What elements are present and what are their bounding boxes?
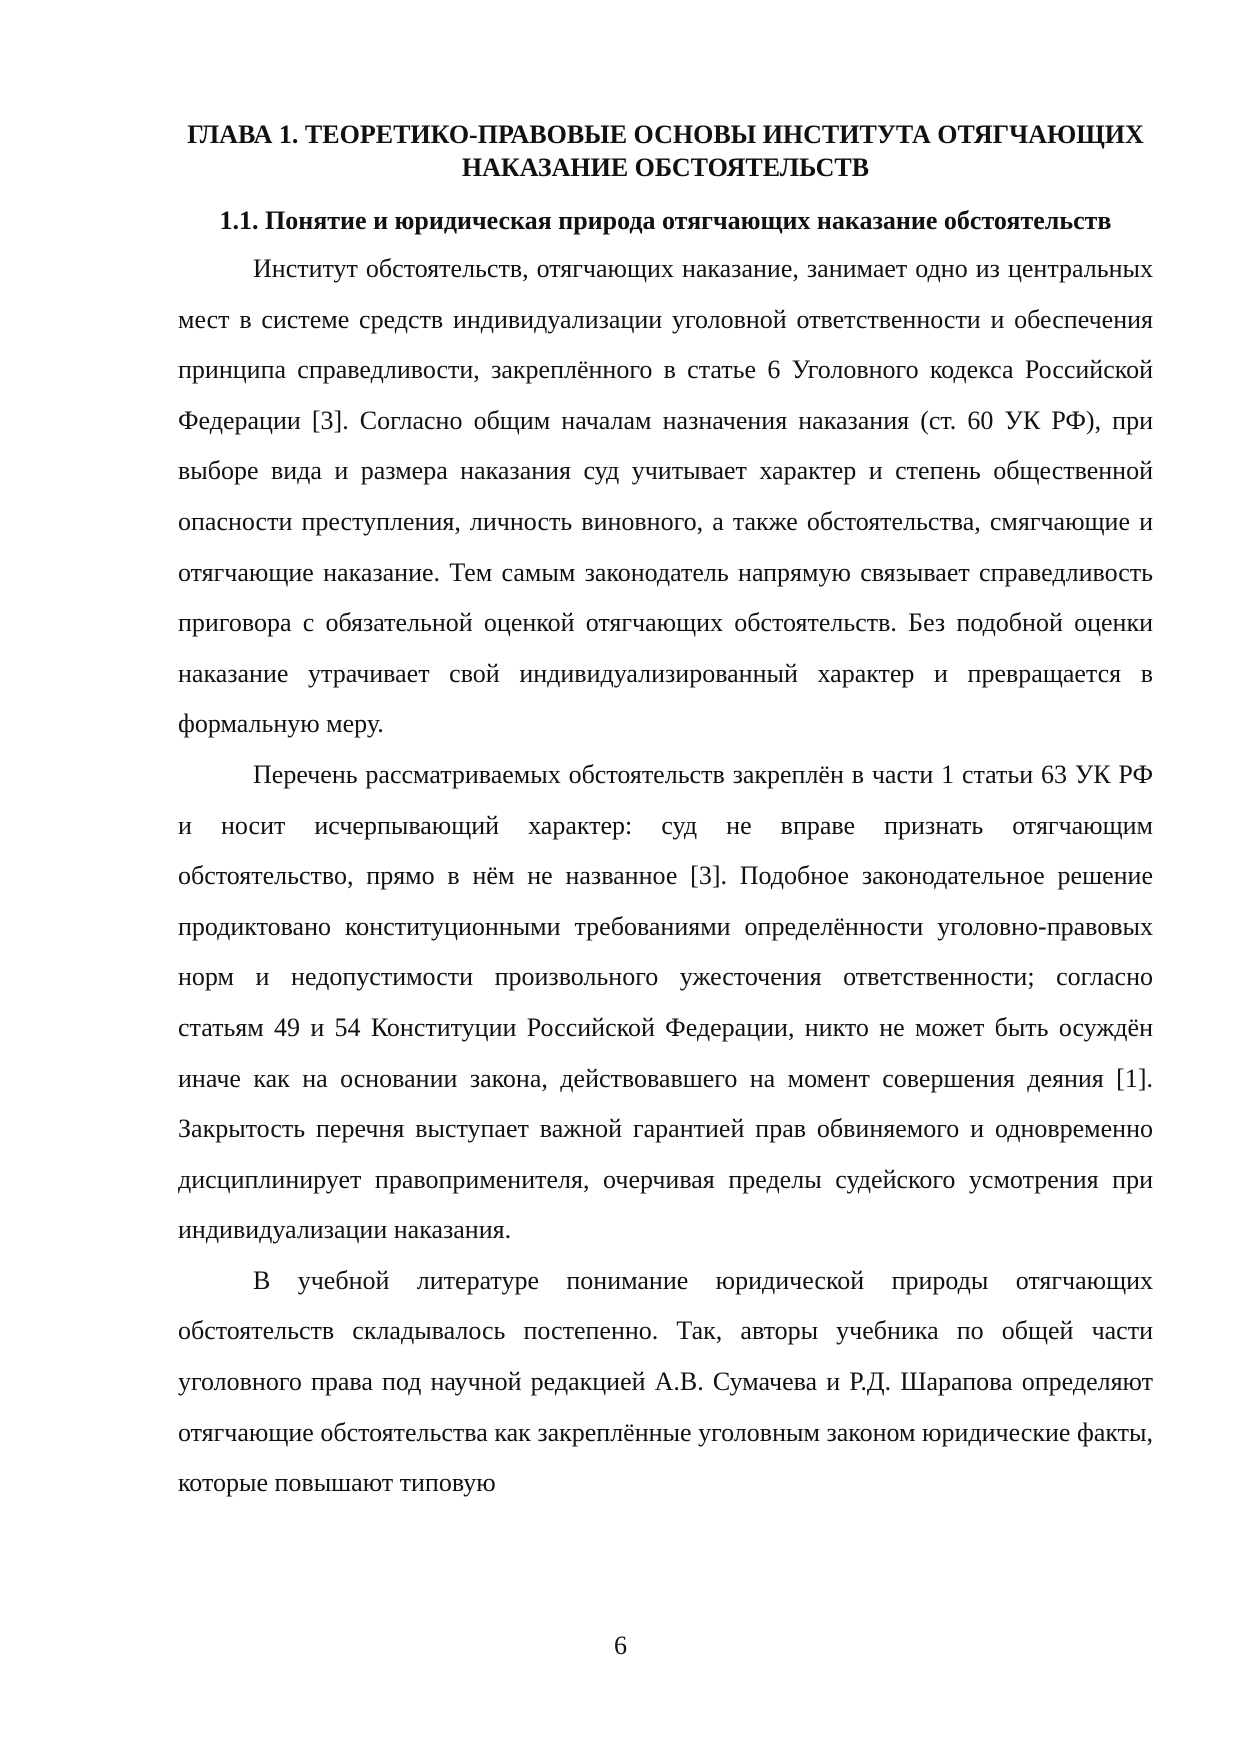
body-text — [178, 244, 1153, 1509]
section-title: 1.1. Понятие и юридическая природа отягчающих наказание обстоятельств — [219, 206, 1112, 235]
page-number: 6 — [614, 1631, 627, 1660]
page-content — [178, 118, 1153, 1509]
paragraph: В учебной литературе понимание юридической природы отягчающих обстоятельств складывалось постепенно. Так, авторы учебника по общей части уголовного права под научной редакцией А.В. Сумачева и Р.Д. Шарапова определяют отягчающие обстоятельства как закреплённые уголовным законом юридические факты, которые повышают типовую — [178, 1265, 1153, 1498]
paragraph: Институт обстоятельств, отягчающих наказание, занимает одно из центральных мест в системе средств индивидуализации уголовной ответственности и обеспечения принципа справедливости, закреплённого в статье 6 Уголовного кодекса Российской Федерации [3]. Согласно общим началам назначения наказания (ст. 60 УК РФ), при выборе вида и размера наказания суд учитывает характер и степень общественной опасности преступления, личность виновного, а также обстоятельства, смягчающие и отягчающие наказание. Тем самым законодатель напрямую связывает справедливость приговора с обязательной оценкой отягчающих обстоятельств. Без подобной оценки наказание утрачивает свой индивидуализированный характер и превращается в формальную меру. — [178, 254, 1153, 739]
chapter-title: ГЛАВА 1. ТЕОРЕТИКО-ПРАВОВЫЕ ОСНОВЫ ИНСТИТУТА ОТЯГЧАЮЩИХ НАКАЗАНИЕ ОБСТОЯТЕЛЬСТВ — [187, 120, 1144, 182]
paragraph: Перечень рассматриваемых обстоятельств закреплён в части 1 статьи 63 УК РФ и носит исчерпывающий характер: суд не вправе признать отягчающим обстоятельство, прямо в нём не названное [3]. Подобное законодательное решение продиктовано конституционными требованиями определённости уголовно-правовых норм и недопустимости произвольного ужесточения ответственности; согласно статьям 49 и 54 Конституции Российской Федерации, никто не может быть осуждён иначе как на основании закона, действовавшего на момент совершения деяния [1]. Закрытость перечня выступает важной гарантией прав обвиняемого и одновременно дисциплинирует правоприменителя, очерчивая пределы судейского усмотрения при индивидуализации наказания. — [178, 759, 1153, 1245]
